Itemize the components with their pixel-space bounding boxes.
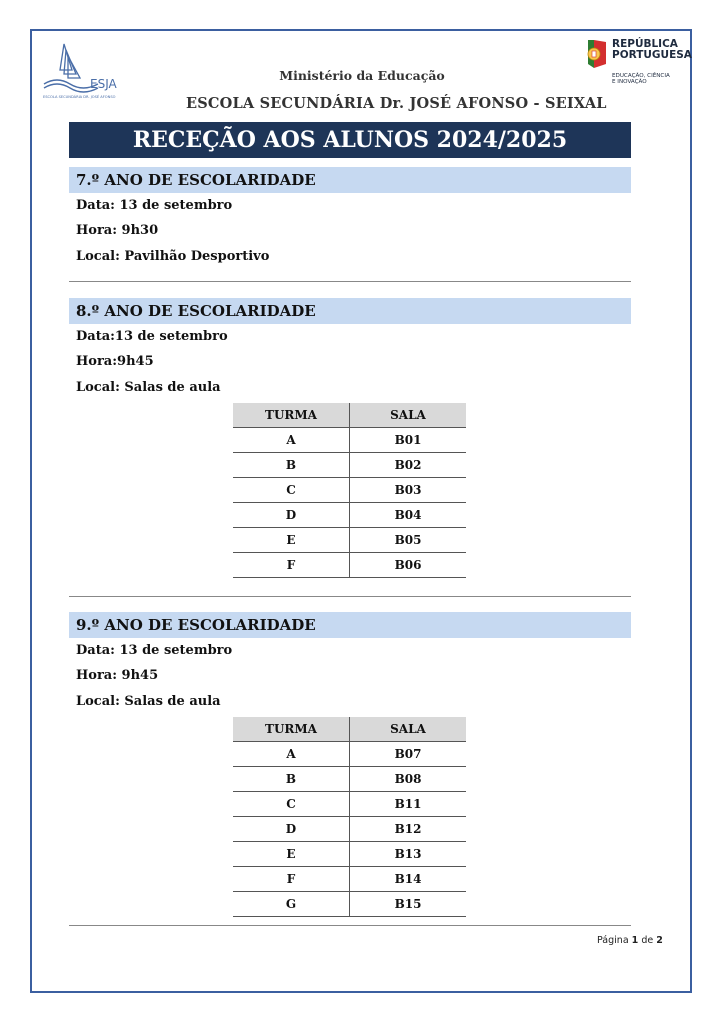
section-7-date: Data: 13 de setembro	[76, 198, 233, 213]
table-row	[233, 792, 466, 817]
section-heading-7: 7.º ANO DE ESCOLARIDADE	[69, 167, 631, 193]
table-row	[233, 892, 466, 917]
rooms-table-9	[233, 717, 466, 917]
class-cell: E	[233, 842, 350, 867]
section-9-time: Hora: 9h45	[76, 668, 159, 683]
republic-emblem-icon	[584, 38, 610, 72]
room-cell: B07	[350, 742, 467, 767]
class-cell: B	[233, 453, 350, 478]
government-name: REPÚBLICA PORTUGUESA	[612, 38, 692, 61]
svg-text:ESJA: ESJA	[90, 77, 117, 91]
room-cell: B14	[350, 867, 467, 892]
class-cell: B	[233, 767, 350, 792]
class-cell: F	[233, 553, 350, 578]
section-heading-9: 9.º ANO DE ESCOLARIDADE	[69, 612, 631, 638]
government-department: EDUCAÇÃO, CIÊNCIA E INOVAÇÃO	[612, 73, 670, 85]
room-cell: B04	[350, 503, 467, 528]
divider	[69, 925, 631, 926]
class-cell: C	[233, 792, 350, 817]
room-cell: B01	[350, 428, 467, 453]
section-7-place: Local: Pavilhão Desportivo	[76, 249, 270, 264]
room-cell: B02	[350, 453, 467, 478]
room-cell: B06	[350, 553, 467, 578]
class-cell: D	[233, 503, 350, 528]
page-number: Página 1 de 2	[597, 935, 663, 946]
class-cell: E	[233, 528, 350, 553]
column-header: SALA	[350, 403, 467, 428]
table-row	[233, 503, 466, 528]
class-cell: C	[233, 478, 350, 503]
room-cell: B03	[350, 478, 467, 503]
room-cell: B13	[350, 842, 467, 867]
room-cell: B15	[350, 892, 467, 917]
section-heading-8: 8.º ANO DE ESCOLARIDADE	[69, 298, 631, 324]
section-8-place: Local: Salas de aula	[76, 380, 221, 395]
divider	[69, 281, 631, 282]
svg-text:ESCOLA SECUNDÁRIA DR. JOSÉ AFO: ESCOLA SECUNDÁRIA DR. JOSÉ AFONSO	[43, 95, 116, 99]
section-9-place: Local: Salas de aula	[76, 694, 221, 709]
table-row	[233, 742, 466, 767]
page-title: RECEÇÃO AOS ALUNOS 2024/2025	[69, 122, 631, 158]
room-cell: B08	[350, 767, 467, 792]
section-9-date: Data: 13 de setembro	[76, 643, 233, 658]
ministry-name: Ministério da Educação	[279, 68, 445, 83]
column-header: SALA	[350, 717, 467, 742]
room-cell: B11	[350, 792, 467, 817]
class-cell: A	[233, 742, 350, 767]
table-row	[233, 478, 466, 503]
table-row	[233, 428, 466, 453]
table-row	[233, 553, 466, 578]
room-cell: B12	[350, 817, 467, 842]
section-7-time: Hora: 9h30	[76, 223, 159, 238]
table-row	[233, 817, 466, 842]
table-row	[233, 767, 466, 792]
table-row	[233, 842, 466, 867]
room-cell: B05	[350, 528, 467, 553]
class-cell: G	[233, 892, 350, 917]
class-cell: D	[233, 817, 350, 842]
table-row	[233, 453, 466, 478]
table-row	[233, 528, 466, 553]
class-cell: F	[233, 867, 350, 892]
rooms-table-8	[233, 403, 466, 578]
section-8-date: Data:13 de setembro	[76, 329, 228, 344]
divider	[69, 596, 631, 597]
column-header: TURMA	[233, 717, 350, 742]
table-row	[233, 867, 466, 892]
school-name: ESCOLA SECUNDÁRIA Dr. JOSÉ AFONSO - SEIXAL	[186, 95, 607, 112]
section-8-time: Hora:9h45	[76, 354, 154, 369]
column-header: TURMA	[233, 403, 350, 428]
class-cell: A	[233, 428, 350, 453]
